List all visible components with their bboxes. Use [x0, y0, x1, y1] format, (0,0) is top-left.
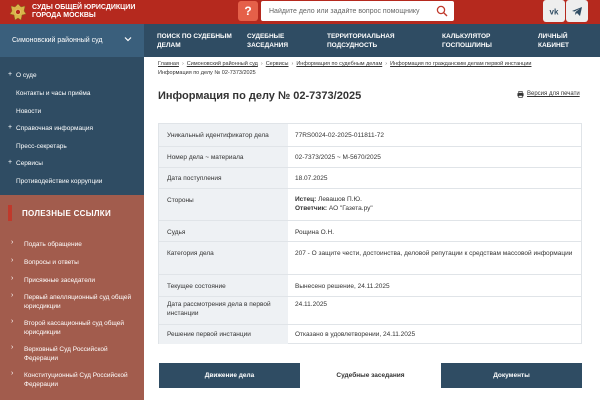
court-selector[interactable] [0, 24, 144, 57]
search-box [261, 1, 454, 21]
tab-case-movement[interactable]: Движение дела [159, 363, 300, 388]
chevron-right-icon: › [11, 318, 14, 325]
row-key: Стороны [159, 189, 288, 220]
chevron-down-icon [124, 35, 132, 43]
printer-icon[interactable] [517, 91, 524, 98]
breadcrumb-link[interactable]: Информация по судебным делам [296, 61, 383, 67]
site-header [0, 0, 600, 24]
breadcrumb-link[interactable]: Главная [158, 61, 179, 67]
nav-case-search[interactable]: ПОИСК ПО СУДЕБНЫМ ДЕЛАМ [157, 33, 232, 49]
party-role: Истец: [295, 196, 317, 203]
useful-link[interactable]: Первый апелляционный суд общей юрисдикции [24, 294, 132, 310]
sidebar-item-services[interactable]: Сервисы [16, 160, 43, 167]
row-value: 77RS0024-02-2025-011811-72 [295, 132, 385, 139]
expand-icon[interactable]: + [8, 71, 13, 78]
print-version-link[interactable]: Версия для печати [527, 91, 580, 97]
row-key: Текущее состояние [159, 275, 288, 296]
breadcrumb-link[interactable]: Сервисы [265, 61, 289, 67]
party-name: Левашов П.Ю. [318, 196, 362, 203]
useful-link[interactable]: Конституционный Суд Российской Федерации [24, 372, 128, 388]
chevron-right-icon: › [11, 275, 14, 282]
expand-icon[interactable]: + [8, 124, 13, 131]
useful-link[interactable]: Верховный Суд Российской Федерации [24, 346, 108, 362]
breadcrumb-link[interactable]: Информация по гражданским делам первой инстанции [390, 61, 532, 67]
row-value: Отказано в удовлетворении, 24.11.2025 [295, 331, 416, 338]
tab-court-sessions[interactable]: Судебные заседания [300, 363, 441, 388]
row-key: Уникальный идентификатор дела [159, 124, 288, 146]
nav-jurisdiction[interactable]: ТЕРРИТОРИАЛЬНАЯ ПОДСУДНОСТЬ [327, 33, 395, 49]
table-row [159, 325, 581, 344]
breadcrumb-current: Информация по делу № 02-7373/2025 [158, 70, 256, 76]
useful-link[interactable]: Подать обращение [24, 241, 82, 248]
search-icon[interactable] [436, 5, 448, 17]
sidebar-item-about[interactable]: О суде [16, 72, 37, 79]
breadcrumb-separator: › [260, 61, 263, 67]
tab-documents[interactable]: Документы [441, 363, 582, 388]
breadcrumb-separator: › [385, 61, 388, 67]
useful-links-panel [0, 195, 144, 400]
table-row [159, 168, 581, 189]
row-value: Вынесено решение, 24.11.2025 [295, 283, 390, 290]
chevron-right-icon: › [11, 257, 14, 264]
table-row [159, 189, 581, 221]
chevron-right-icon: › [11, 344, 14, 351]
row-value: 18.07.2025 [295, 175, 328, 182]
row-key: Решение первой инстанции [159, 325, 288, 344]
vk-icon[interactable] [543, 0, 565, 22]
site-title[interactable]: СУДЫ ОБЩЕЙ ЮРИСДИКЦИИ ГОРОДА МОСКВЫ [32, 4, 136, 19]
search-input[interactable] [269, 5, 429, 17]
nav-personal-account[interactable]: ЛИЧНЫЙ КАБИНЕТ [538, 33, 570, 49]
row-key: Дата поступления [159, 168, 288, 188]
sidebar-item-press[interactable]: Пресс-секретарь [16, 143, 67, 150]
parties-list [295, 195, 575, 213]
chevron-right-icon: › [11, 370, 14, 377]
table-row [159, 124, 581, 147]
table-row [159, 147, 581, 168]
telegram-icon[interactable] [566, 0, 588, 22]
breadcrumb-separator: › [291, 61, 294, 67]
row-key: Дата рассмотрения дела в первой инстанции [159, 297, 288, 324]
row-key: Номер дела ~ материала [159, 147, 288, 167]
party-role: Ответчик: [295, 205, 328, 212]
table-row [159, 221, 581, 242]
sidebar-item-news[interactable]: Новости [16, 108, 42, 115]
chevron-right-icon: › [11, 239, 14, 246]
sidebar [0, 57, 144, 400]
table-row [159, 275, 581, 297]
svg-text:vk: vk [549, 7, 559, 17]
row-value: 207 - О защите чести, достоинства, деловой репутации к средствам массовой информации [295, 250, 573, 257]
assistant-help-button[interactable]: ? [238, 1, 258, 21]
useful-link[interactable]: Присяжные заседатели [24, 277, 96, 284]
row-value: Рощина О.Н. [295, 229, 335, 236]
chevron-right-icon: › [11, 292, 14, 299]
expand-icon[interactable]: + [8, 159, 13, 166]
case-info-table [158, 123, 582, 344]
nav-fee-calculator[interactable]: КАЛЬКУЛЯТОР ГОСПОШЛИНЫ [442, 33, 492, 49]
row-key: Категория дела [159, 242, 288, 274]
row-value: 24.11.2025 [295, 301, 328, 308]
table-row [159, 242, 581, 275]
main-nav [0, 24, 600, 57]
breadcrumb [158, 60, 593, 78]
useful-links-title: ПОЛЕЗНЫЕ ССЫЛКИ [22, 209, 112, 218]
useful-link[interactable]: Второй кассационный суд общей юрисдикции [24, 320, 125, 336]
sidebar-item-reference[interactable]: Справочная информация [16, 125, 93, 132]
party-name: АО "Газета.ру" [328, 205, 373, 212]
breadcrumb-separator: › [181, 61, 184, 67]
sidebar-item-contacts[interactable]: Контакты и часы приёма [16, 90, 91, 97]
sidebar-item-anticorruption[interactable]: Противодействие коррупции [16, 178, 103, 185]
breadcrumb-link[interactable]: Симоновский районный суд [186, 61, 258, 67]
useful-link[interactable]: Вопросы и ответы [24, 259, 79, 266]
court-selector-label: Симоновский районный суд [12, 37, 103, 44]
row-key: Судья [159, 221, 288, 241]
coat-of-arms-logo[interactable] [8, 3, 28, 22]
table-row [159, 297, 581, 325]
row-value: 02-7373/2025 ~ М-5670/2025 [295, 154, 381, 161]
nav-court-sessions[interactable]: СУДЕБНЫЕ ЗАСЕДАНИЯ [247, 33, 288, 49]
page-title: Информация по делу № 02-7373/2025 [158, 90, 362, 102]
